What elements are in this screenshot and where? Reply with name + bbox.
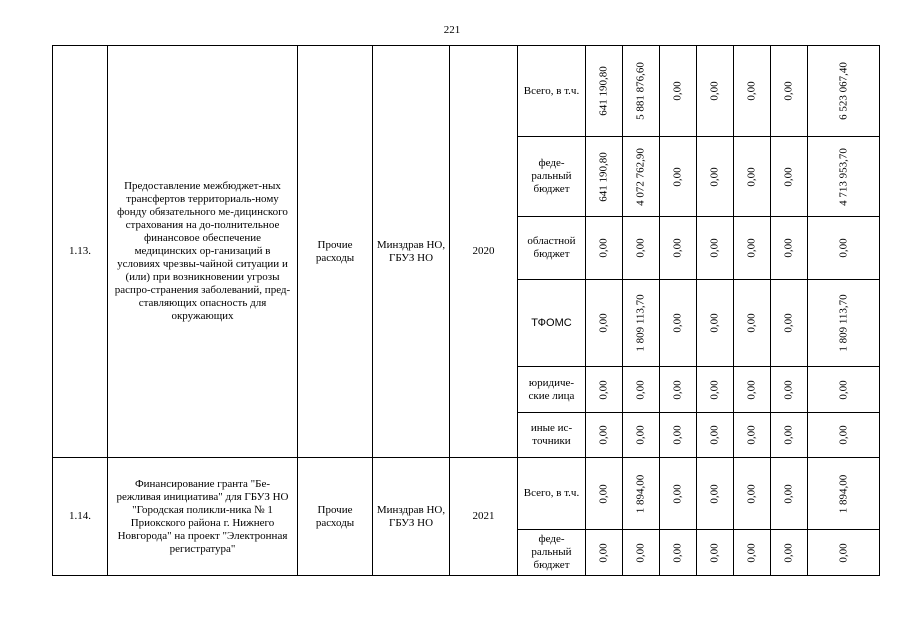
- value-cell: [660, 367, 697, 413]
- value-text: 1 809 113,70: [634, 294, 647, 352]
- value-text: 0,00: [708, 238, 721, 258]
- row-number: 1.13.: [53, 46, 108, 458]
- value-text: 0,00: [708, 81, 721, 101]
- expense-type: Прочие расходы: [298, 458, 373, 576]
- source-label: Всего, в т.ч.: [518, 458, 586, 530]
- value-cell: [697, 367, 734, 413]
- value-cell: [771, 46, 808, 137]
- value-text: 0,00: [745, 166, 758, 187]
- value-text: 0,00: [671, 542, 684, 563]
- source-label: ТФОМС: [518, 280, 586, 367]
- value-text: 0,00: [634, 542, 647, 563]
- value-text: 0,00: [597, 542, 610, 563]
- value-cell: [586, 280, 623, 367]
- value-text: 0,00: [837, 238, 849, 258]
- value-text: 1 894,00: [837, 474, 849, 513]
- value-cell: [586, 137, 623, 217]
- value-cell: [586, 217, 623, 280]
- value-text: 0,00: [671, 166, 684, 187]
- value-text: 0,00: [745, 81, 758, 101]
- value-cell: [734, 367, 771, 413]
- row-number: 1.14.: [53, 458, 108, 576]
- value-text: 0,00: [837, 425, 849, 445]
- value-text: 0,00: [597, 379, 610, 400]
- value-text: 6 523 067,40: [837, 62, 849, 120]
- value-text: 0,00: [597, 313, 610, 333]
- value-cell: [734, 413, 771, 458]
- value-text: 0,00: [708, 379, 721, 400]
- value-cell: [697, 530, 734, 576]
- value-text: 5 881 876,60: [634, 62, 647, 120]
- value-cell: [660, 280, 697, 367]
- value-cell: [734, 280, 771, 367]
- value-text: 0,00: [597, 483, 610, 504]
- source-label: феде-ральный бюджет: [518, 137, 586, 217]
- source-label: Всего, в т.ч.: [518, 46, 586, 137]
- value-cell: [623, 280, 660, 367]
- value-text: 0,00: [745, 542, 758, 563]
- value-text: 0,00: [782, 166, 795, 187]
- value-text: 0,00: [745, 379, 758, 400]
- value-cell: [586, 458, 623, 530]
- source-label: областной бюджет: [518, 217, 586, 280]
- value-text: 0,00: [782, 238, 795, 258]
- value-text: 0,00: [745, 425, 758, 445]
- executor: Минздрав НО, ГБУЗ НО: [373, 458, 450, 576]
- value-cell: [771, 137, 808, 217]
- measure-description: [108, 46, 298, 458]
- value-text: 0,00: [745, 313, 758, 333]
- value-cell: [586, 530, 623, 576]
- value-cell: [808, 413, 880, 458]
- value-cell: [771, 367, 808, 413]
- value-text: 0,00: [837, 379, 849, 400]
- financing-table: [52, 45, 880, 576]
- value-cell: [771, 217, 808, 280]
- value-text: 0,00: [634, 425, 647, 445]
- value-text: 0,00: [782, 483, 795, 504]
- value-text: 0,00: [708, 313, 721, 333]
- value-text: 0,00: [708, 166, 721, 187]
- page-number: 221: [443, 24, 461, 36]
- value-cell: [623, 458, 660, 530]
- value-cell: [771, 530, 808, 576]
- value-cell: [808, 217, 880, 280]
- value-text: 0,00: [597, 425, 610, 445]
- value-text: 1 894,00: [634, 474, 647, 513]
- executor: Минздрав НО, ГБУЗ НО: [373, 46, 450, 458]
- value-text: 0,00: [782, 81, 795, 101]
- value-text: 0,00: [782, 542, 795, 563]
- value-cell: [771, 280, 808, 367]
- value-text: 0,00: [708, 483, 721, 504]
- value-text: 0,00: [634, 238, 647, 258]
- value-text: 1 809 113,70: [837, 294, 849, 352]
- value-cell: [660, 217, 697, 280]
- value-cell: [697, 413, 734, 458]
- value-cell: [697, 280, 734, 367]
- value-cell: [586, 367, 623, 413]
- value-text: 0,00: [782, 379, 795, 400]
- value-text: 4 713 953,70: [837, 147, 849, 206]
- value-text: 0,00: [708, 425, 721, 445]
- value-cell: [660, 137, 697, 217]
- expense-type: Прочие расходы: [298, 46, 373, 458]
- value-cell: [808, 46, 880, 137]
- value-cell: [808, 137, 880, 217]
- value-text: 0,00: [597, 238, 610, 258]
- source-label: иные ис-точники: [518, 413, 586, 458]
- value-cell: [734, 46, 771, 137]
- value-cell: [660, 46, 697, 137]
- value-cell: [734, 458, 771, 530]
- value-text: 0,00: [708, 542, 721, 563]
- value-cell: [808, 458, 880, 530]
- value-cell: [697, 46, 734, 137]
- value-cell: [697, 458, 734, 530]
- value-cell: [697, 137, 734, 217]
- value-cell: [660, 458, 697, 530]
- value-text: 0,00: [671, 425, 684, 445]
- value-text: 0,00: [671, 238, 684, 258]
- value-cell: [771, 458, 808, 530]
- value-cell: [734, 530, 771, 576]
- value-text: 641 190,80: [597, 66, 610, 116]
- value-cell: [734, 137, 771, 217]
- value-text: 0,00: [745, 483, 758, 504]
- description-text: Предоставление межбюджет-ных трансфертов территориаль-ному фонду обязательного ме-дицинского страхования на до-полнительное финансовое обеспечение медицинских ор-ганизаций в условиях чрезвы-чайной ситуации и (или) при возникновении угрозы распро-странения заболеваний, пред-ставляющих опасность для окружающих: [114, 180, 291, 322]
- value-cell: [660, 530, 697, 576]
- value-cell: [586, 46, 623, 137]
- measure-description: [108, 458, 298, 576]
- value-text: 0,00: [671, 81, 684, 101]
- value-text: 0,00: [634, 379, 647, 400]
- source-label: юридиче-ские лица: [518, 367, 586, 413]
- value-text: 4 072 762,90: [634, 147, 647, 206]
- value-text: 0,00: [671, 379, 684, 400]
- value-cell: [623, 530, 660, 576]
- value-cell: [623, 367, 660, 413]
- year: 2020: [450, 46, 518, 458]
- value-cell: [808, 530, 880, 576]
- value-cell: [623, 413, 660, 458]
- value-cell: [771, 413, 808, 458]
- value-cell: [623, 217, 660, 280]
- value-cell: [808, 280, 880, 367]
- value-cell: [623, 46, 660, 137]
- value-text: 0,00: [745, 238, 758, 258]
- source-label: феде-ральный бюджет: [518, 530, 586, 576]
- value-cell: [734, 217, 771, 280]
- value-cell: [697, 217, 734, 280]
- value-text: 0,00: [782, 313, 795, 333]
- value-text: 641 190,80: [597, 151, 610, 202]
- description-text: Финансирование гранта "Бе-режливая инициатива" для ГБУЗ НО "Городская поликли-ника № 1 Приокского района г. Нижнего Новгорода" на проект "Электронная регистратура": [116, 477, 289, 555]
- value-text: 0,00: [837, 542, 849, 563]
- year: 2021: [450, 458, 518, 576]
- value-cell: [586, 413, 623, 458]
- value-text: 0,00: [671, 483, 684, 504]
- value-cell: [623, 137, 660, 217]
- value-cell: [660, 413, 697, 458]
- value-text: 0,00: [671, 313, 684, 333]
- value-cell: [808, 367, 880, 413]
- value-text: 0,00: [782, 425, 795, 445]
